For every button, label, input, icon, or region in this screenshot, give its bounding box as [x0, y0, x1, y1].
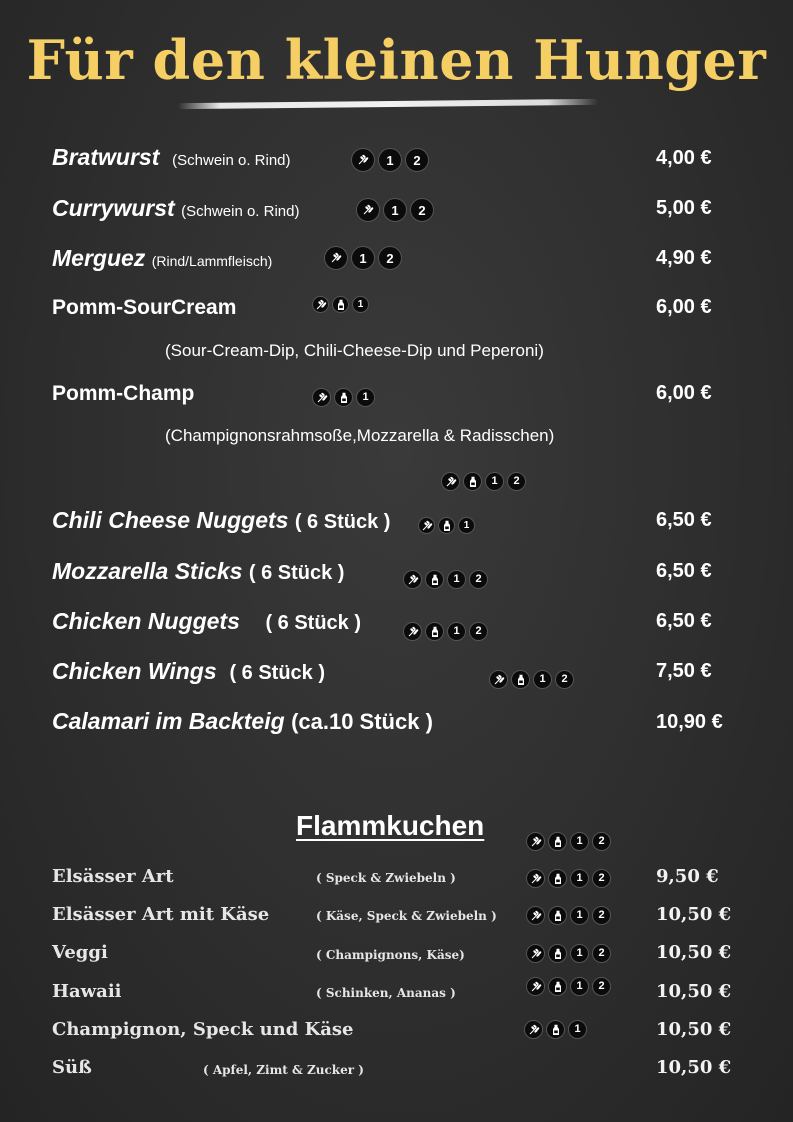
allergen-icons — [526, 977, 611, 996]
flammkuchen-item-price: 10,50 € — [656, 904, 732, 925]
number-1-icon: 1 — [356, 388, 375, 407]
wheat-icon — [324, 246, 348, 270]
milk-bottle-icon — [548, 869, 567, 888]
allergen-icons — [524, 1020, 587, 1039]
number-2-icon: 2 — [378, 246, 402, 270]
flammkuchen-item-price: 10,50 € — [656, 1057, 732, 1078]
number-2-icon: 2 — [410, 198, 434, 222]
milk-bottle-icon — [438, 517, 455, 534]
item-price: 4,90 € — [656, 247, 712, 269]
number-1-icon: 1 — [570, 906, 589, 925]
allergen-icons — [418, 517, 475, 534]
allergen-icons — [312, 296, 369, 313]
number-2-icon: 2 — [405, 148, 429, 172]
flammkuchen-item-detail: ( Speck & Zwiebeln ) — [316, 871, 456, 885]
milk-bottle-icon — [425, 570, 444, 589]
flammkuchen-item-price: 10,50 € — [656, 981, 732, 1002]
item-name: Chicken Nuggets — [52, 608, 240, 634]
number-2-icon: 2 — [592, 906, 611, 925]
flammkuchen-item-detail: ( Champignons, Käse) — [316, 948, 465, 962]
milk-bottle-icon — [548, 977, 567, 996]
milk-bottle-icon — [548, 906, 567, 925]
item-quantity: ( 6 Stück ) — [294, 511, 391, 533]
number-2-icon: 2 — [507, 472, 526, 491]
item-quantity: ( 6 Stück ) — [229, 662, 326, 684]
wheat-icon — [418, 517, 435, 534]
menu-item-merguez — [52, 245, 272, 272]
milk-bottle-icon — [546, 1020, 565, 1039]
allergen-icons — [403, 622, 488, 641]
menu-item-calamari — [52, 708, 433, 735]
flammkuchen-item-name: Elsässer Art — [52, 866, 174, 887]
wheat-icon — [526, 977, 545, 996]
allergen-icons — [526, 944, 611, 963]
item-name: Bratwurst — [52, 144, 160, 170]
number-1-icon: 1 — [570, 944, 589, 963]
wheat-icon — [489, 670, 508, 689]
item-name: Mozzarella Sticks — [52, 558, 243, 584]
wheat-icon — [403, 570, 422, 589]
number-1-icon: 1 — [570, 832, 589, 851]
flammkuchen-item-name: Champignon, Speck und Käse — [52, 1019, 354, 1040]
flammkuchen-item-price: 9,50 € — [656, 866, 719, 887]
wheat-icon — [526, 944, 545, 963]
menu-item-chicken-wings — [52, 658, 325, 685]
milk-bottle-icon — [463, 472, 482, 491]
item-price: 6,50 € — [656, 560, 712, 582]
number-1-icon: 1 — [570, 869, 589, 888]
number-2-icon: 2 — [555, 670, 574, 689]
flammkuchen-item-name: Elsässer Art mit Käse — [52, 904, 270, 925]
milk-bottle-icon — [548, 944, 567, 963]
wheat-icon — [524, 1020, 543, 1039]
number-1-icon: 1 — [533, 670, 552, 689]
wheat-icon — [441, 472, 460, 491]
flammkuchen-item-name: Hawaii — [52, 981, 122, 1002]
item-price: 6,50 € — [656, 610, 712, 632]
milk-bottle-icon — [332, 296, 349, 313]
item-price: 6,00 € — [656, 382, 712, 404]
item-price: 5,00 € — [656, 197, 712, 219]
number-1-icon: 1 — [383, 198, 407, 222]
flammkuchen-item-detail: ( Apfel, Zimt & Zucker ) — [203, 1063, 364, 1077]
menu-item-pomm-champ: Pomm-Champ — [52, 382, 195, 405]
flammkuchen-item-detail: ( Käse, Speck & Zwiebeln ) — [316, 909, 497, 923]
section-title-flammkuchen: Flammkuchen — [296, 810, 485, 841]
wheat-icon — [403, 622, 422, 641]
item-price: 6,00 € — [656, 296, 712, 318]
menu-item-chili-cheese-nuggets — [52, 507, 390, 534]
item-price: 4,00 € — [656, 147, 712, 169]
allergen-icons — [351, 148, 429, 172]
item-quantity: ( 6 Stück ) — [265, 612, 362, 634]
item-detail: (Schwein o. Rind) — [181, 203, 300, 220]
allergen-icons — [312, 388, 375, 407]
item-quantity: ( 6 Stück ) — [248, 562, 345, 584]
wheat-icon — [312, 388, 331, 407]
allergen-icons — [489, 670, 574, 689]
milk-bottle-icon — [548, 832, 567, 851]
number-2-icon: 2 — [469, 622, 488, 641]
number-2-icon: 2 — [592, 869, 611, 888]
wheat-icon — [526, 869, 545, 888]
number-1-icon: 1 — [458, 517, 475, 534]
item-name: Merguez — [52, 245, 146, 271]
number-2-icon: 2 — [592, 977, 611, 996]
number-2-icon: 2 — [469, 570, 488, 589]
milk-bottle-icon — [511, 670, 530, 689]
allergen-icons — [324, 246, 402, 270]
allergen-icons — [526, 832, 611, 851]
title-underline-stroke — [178, 99, 598, 109]
flammkuchen-item-name: Veggi — [52, 942, 108, 963]
number-1-icon: 1 — [485, 472, 504, 491]
number-1-icon: 1 — [447, 570, 466, 589]
number-2-icon: 2 — [592, 944, 611, 963]
item-detail: (Rind/Lammfleisch) — [151, 253, 273, 269]
milk-bottle-icon — [425, 622, 444, 641]
wheat-icon — [312, 296, 329, 313]
item-detail: (Schwein o. Rind) — [172, 152, 291, 169]
number-1-icon: 1 — [351, 246, 375, 270]
number-1-icon: 1 — [570, 977, 589, 996]
allergen-icons — [441, 472, 526, 491]
item-description: (Champignonsrahmsoße,Mozzarella & Radisschen) — [165, 426, 555, 445]
menu-item-currywurst — [52, 195, 299, 222]
flammkuchen-item-name: Süß — [52, 1057, 92, 1078]
item-name: Chili Cheese Nuggets — [52, 507, 289, 533]
item-name: Calamari im Backteig — [52, 708, 285, 734]
menu-item-bratwurst — [52, 144, 291, 171]
milk-bottle-icon — [334, 388, 353, 407]
menu-item-pomm-sourcream: Pomm-SourCream — [52, 296, 237, 319]
number-2-icon: 2 — [592, 832, 611, 851]
item-description: (Sour-Cream-Dip, Chili-Cheese-Dip und Peperoni) — [165, 341, 544, 360]
item-name: Currywurst — [52, 195, 175, 221]
menu-item-mozzarella-sticks — [52, 558, 344, 585]
number-1-icon: 1 — [447, 622, 466, 641]
item-name: Chicken Wings — [52, 658, 217, 684]
number-1-icon: 1 — [378, 148, 402, 172]
flammkuchen-item-price: 10,50 € — [656, 1019, 732, 1040]
wheat-icon — [526, 906, 545, 925]
item-price: 10,90 € — [656, 711, 723, 733]
number-1-icon: 1 — [568, 1020, 587, 1039]
number-1-icon: 1 — [352, 296, 369, 313]
allergen-icons — [356, 198, 434, 222]
page-title: Für den kleinen Hunger — [26, 28, 767, 92]
wheat-icon — [526, 832, 545, 851]
menu-item-chicken-nuggets — [52, 608, 361, 635]
allergen-icons — [526, 906, 611, 925]
item-quantity: (ca.10 Stück ) — [291, 709, 433, 734]
allergen-icons — [403, 570, 488, 589]
flammkuchen-item-detail: ( Schinken, Ananas ) — [316, 986, 456, 1000]
wheat-icon — [356, 198, 380, 222]
item-price: 7,50 € — [656, 660, 712, 682]
flammkuchen-item-price: 10,50 € — [656, 942, 732, 963]
wheat-icon — [351, 148, 375, 172]
item-price: 6,50 € — [656, 509, 712, 531]
allergen-icons — [526, 869, 611, 888]
